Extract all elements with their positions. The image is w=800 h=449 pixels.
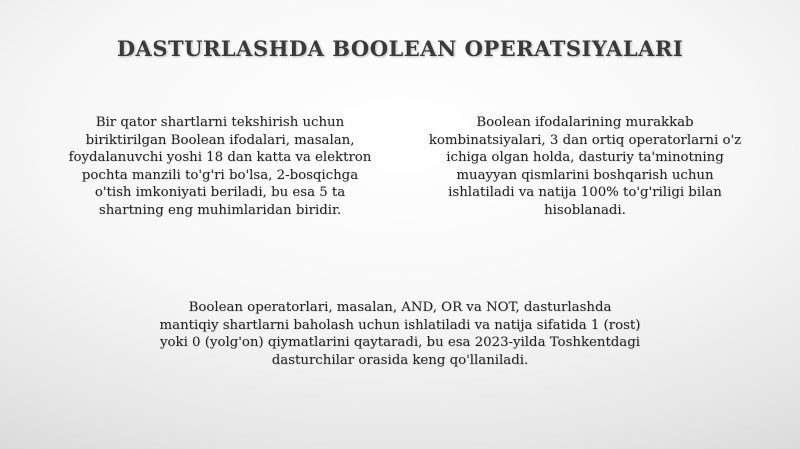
slide-title: DASTURLASHDA BOOLEAN OPERATSIYALARI xyxy=(116,36,684,61)
paragraph-left-line: Bir qator shartlarni tekshirish uchun xyxy=(95,115,345,130)
paragraph-left-line: o'tish imkoniyati beriladi, bu esa 5 ta xyxy=(94,185,346,201)
paragraph-right-line: kombinatsiyalari, 3 dan ortiq operatorlarni o'z xyxy=(428,132,742,148)
paragraph-left-line: foydalanuvchi yoshi 18 dan katta va elektron xyxy=(68,150,372,166)
paragraph-right-line: muayyan qismlarini boshqarish uchun xyxy=(456,167,714,183)
paragraph-left-line: pochta manzili to'g'ri bo'lsa, 2-bosqichga xyxy=(81,167,359,183)
paragraph-bottom-line: yoki 0 (yolg'on) qiymatlarini qaytaradi, bu esa 2023-yilda Toshkentdagi xyxy=(160,335,640,351)
paragraph-right-line: hisoblanadi. xyxy=(544,202,626,218)
paragraph-left xyxy=(40,114,400,220)
paragraph-bottom-line: Boolean operatorlari, masalan, AND, OR va NOT, dasturlashda xyxy=(188,300,612,315)
paragraph-left-line: biriktirilgan Boolean ifodalari, masalan, xyxy=(85,132,355,148)
paragraph-right-line: Boolean ifodalarining murakkab xyxy=(476,115,694,130)
paragraph-left-line: shartning eng muhimlaridan biridir. xyxy=(98,202,342,218)
paragraph-bottom xyxy=(110,299,690,369)
paragraph-right-line: ichiga olgan holda, dasturiy ta'minotning xyxy=(446,150,724,166)
paragraph-right xyxy=(405,114,765,220)
paragraph-bottom-line: mantiqiy shartlarni baholash uchun ishlatiladi va natija sifatida 1 (rost) xyxy=(159,317,641,333)
paragraph-bottom-line: dasturchilar orasida keng qo'llaniladi. xyxy=(271,352,529,368)
paragraph-right-line: ishlatiladi va natija 100% to'g'riligi bilan xyxy=(448,185,722,201)
